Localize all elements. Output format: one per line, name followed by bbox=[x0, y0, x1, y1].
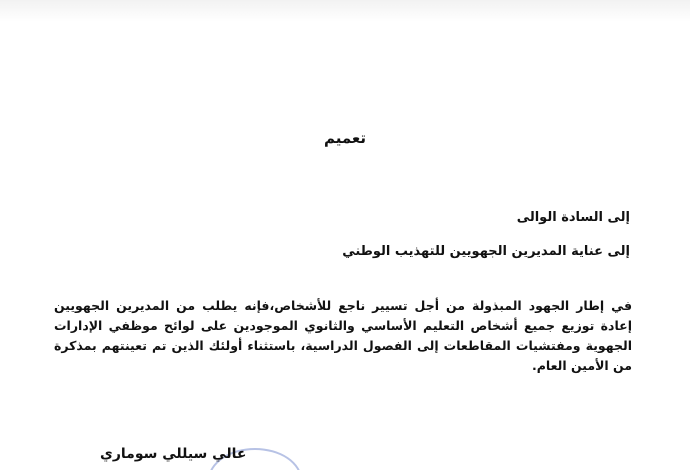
scan-top-edge bbox=[0, 0, 690, 22]
addressee-line-2: إلى عناية المديرين الجهويين للتهذيب الوطني bbox=[342, 244, 630, 259]
addressee-line-1: إلى السادة الوالى bbox=[516, 210, 630, 225]
circular-body: في إطار الجهود المبذولة من أجل تسيير ناجع للأشخاص،فإنه يطلب من المديرين الجهويين إعادة توزيع جميع أشخاص التعليم الأساسي والثانوي الموجودين على لوائح موظفي الإدارات الجهوية ومفتشيات المقاطعات إلى الفصول الدراسية، باستثناء أولئك الذين تم تعينتهم بمذكرة من الأمين العام. bbox=[54, 298, 632, 373]
document-title: تعميم bbox=[323, 129, 367, 147]
signatory-name: عالي سيللي سوماري bbox=[100, 446, 247, 462]
